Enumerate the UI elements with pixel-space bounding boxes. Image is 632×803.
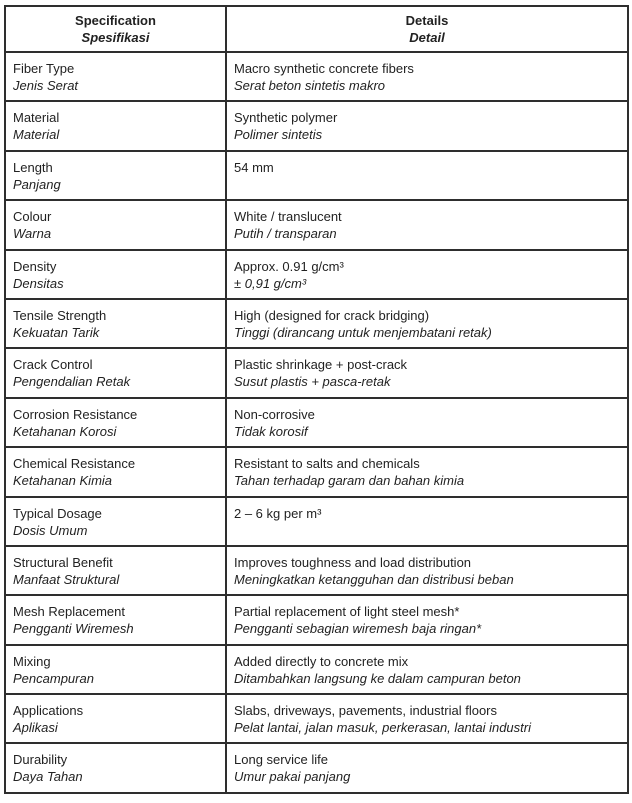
spec-label-en: Durability bbox=[13, 752, 68, 768]
detail-text-id: Pengganti sebagian wiremesh baja ringan* bbox=[234, 621, 482, 637]
detail-text-en: Plastic shrinkage + post-crack bbox=[234, 357, 408, 373]
table-row bbox=[5, 101, 628, 150]
spec-cell bbox=[5, 447, 226, 496]
spec-label-id: Warna bbox=[13, 226, 52, 242]
detail-text-id: Tinggi (dirancang untuk menjembatani retak) bbox=[234, 324, 492, 340]
detail-text-en: Non-corrosive bbox=[234, 406, 315, 422]
detail-text-en: High (designed for crack bridging) bbox=[234, 307, 430, 323]
header-details-id: Detail bbox=[409, 30, 445, 45]
spec-label-en: Length bbox=[13, 159, 53, 175]
table-row bbox=[5, 151, 628, 200]
header-specification-id: Spesifikasi bbox=[81, 30, 150, 45]
detail-cell bbox=[226, 348, 628, 397]
table-row bbox=[5, 595, 628, 644]
detail-text-id: ± 0,91 g/cm³ bbox=[234, 275, 307, 291]
detail-text-id: Meningkatkan ketangguhan dan distribusi beban bbox=[234, 571, 514, 587]
header-specification-en: Specification bbox=[75, 13, 156, 28]
spec-label-en: Fiber Type bbox=[13, 61, 75, 76]
detail-cell bbox=[226, 743, 628, 792]
spec-cell bbox=[5, 645, 226, 694]
spec-label-id: Jenis Serat bbox=[13, 78, 79, 93]
spec-label-id: Dosis Umum bbox=[13, 522, 88, 538]
table-row bbox=[5, 200, 628, 249]
detail-text-en: Slabs, driveways, pavements, industrial floors bbox=[234, 703, 498, 719]
spec-label-en: Applications bbox=[13, 703, 84, 719]
spec-cell bbox=[5, 743, 226, 792]
spec-label-en: Colour bbox=[13, 209, 52, 225]
table-row bbox=[5, 250, 628, 299]
spec-label-id: Ketahanan Kimia bbox=[13, 473, 113, 489]
detail-text-en: Partial replacement of light steel mesh* bbox=[234, 604, 460, 620]
spec-label-id: Pengganti Wiremesh bbox=[13, 621, 134, 637]
detail-text-id: Tahan terhadap garam dan bahan kimia bbox=[234, 473, 465, 489]
spec-label-en: Chemical Resistance bbox=[13, 456, 136, 472]
detail-text-id: Tidak korosif bbox=[234, 423, 308, 439]
header-row bbox=[5, 6, 628, 52]
spec-cell bbox=[5, 101, 226, 150]
table-row bbox=[5, 743, 628, 792]
spec-label-id: Material bbox=[13, 127, 60, 143]
detail-cell bbox=[226, 151, 628, 200]
spec-label-id: Densitas bbox=[13, 275, 64, 291]
detail-cell bbox=[226, 299, 628, 348]
detail-cell bbox=[226, 101, 628, 150]
detail-text-id: Susut plastis + pasca-retak bbox=[234, 374, 391, 390]
table-row bbox=[5, 52, 628, 101]
spec-label-id: Daya Tahan bbox=[13, 769, 83, 785]
spec-label-en: Typical Dosage bbox=[13, 505, 102, 521]
detail-cell bbox=[226, 398, 628, 447]
spec-cell bbox=[5, 200, 226, 249]
detail-text-en: Synthetic polymer bbox=[234, 110, 338, 126]
spec-cell bbox=[5, 299, 226, 348]
spec-label-en: Density bbox=[13, 258, 57, 274]
detail-cell bbox=[226, 447, 628, 496]
spec-cell bbox=[5, 52, 226, 101]
spec-label-en: Mesh Replacement bbox=[13, 604, 125, 620]
detail-text-en: Added directly to concrete mix bbox=[234, 653, 409, 669]
table-header bbox=[5, 6, 628, 52]
detail-text-id: Putih / transparan bbox=[234, 226, 337, 242]
spec-label-en: Corrosion Resistance bbox=[13, 406, 138, 422]
spec-cell bbox=[5, 694, 226, 743]
table-body bbox=[5, 52, 628, 793]
detail-cell bbox=[226, 694, 628, 743]
detail-text-id: Ditambahkan langsung ke dalam campuran beton bbox=[234, 670, 521, 686]
table-row bbox=[5, 348, 628, 397]
detail-cell bbox=[226, 645, 628, 694]
table-row bbox=[5, 398, 628, 447]
spec-cell bbox=[5, 398, 226, 447]
detail-text-en: 54 mm bbox=[234, 159, 274, 175]
spec-cell bbox=[5, 497, 226, 546]
table-row bbox=[5, 694, 628, 743]
spec-cell bbox=[5, 546, 226, 595]
detail-text-id: Serat beton sintetis makro bbox=[234, 78, 386, 93]
table-row bbox=[5, 645, 628, 694]
table-row bbox=[5, 299, 628, 348]
header-details-en: Details bbox=[405, 13, 449, 28]
detail-cell bbox=[226, 497, 628, 546]
specification-table bbox=[4, 5, 629, 794]
detail-text-en: Long service life bbox=[234, 752, 328, 768]
table-row bbox=[5, 546, 628, 595]
spec-label-id: Manfaat Struktural bbox=[13, 571, 120, 587]
spec-label-id: Kekuatan Tarik bbox=[13, 324, 100, 340]
spec-label-en: Mixing bbox=[13, 653, 51, 669]
detail-text-en: White / translucent bbox=[234, 209, 342, 225]
spec-label-en: Tensile Strength bbox=[13, 307, 107, 323]
spec-label-id: Panjang bbox=[13, 176, 61, 192]
spec-label-en: Crack Control bbox=[13, 357, 93, 373]
header-cell-details bbox=[226, 6, 628, 52]
table-row bbox=[5, 447, 628, 496]
detail-text-en: Approx. 0.91 g/cm³ bbox=[234, 258, 344, 274]
spec-cell bbox=[5, 151, 226, 200]
spec-cell bbox=[5, 250, 226, 299]
detail-cell bbox=[226, 200, 628, 249]
detail-text-id: Pelat lantai, jalan masuk, perkerasan, lantai industri bbox=[234, 720, 531, 736]
spec-label-id: Pencampuran bbox=[13, 670, 94, 686]
table-row bbox=[5, 497, 628, 546]
detail-cell bbox=[226, 250, 628, 299]
detail-text-en: Improves toughness and load distribution bbox=[234, 554, 472, 570]
detail-text-en: 2 – 6 kg per m³ bbox=[234, 505, 322, 521]
spec-label-id: Ketahanan Korosi bbox=[13, 423, 117, 439]
detail-text-en: Macro synthetic concrete fibers bbox=[234, 61, 414, 76]
detail-cell bbox=[226, 546, 628, 595]
spec-cell bbox=[5, 595, 226, 644]
spec-cell bbox=[5, 348, 226, 397]
spec-label-id: Aplikasi bbox=[13, 720, 58, 736]
detail-cell bbox=[226, 595, 628, 644]
spec-label-en: Material bbox=[13, 110, 60, 126]
detail-text-en: Resistant to salts and chemicals bbox=[234, 456, 420, 472]
spec-label-id: Pengendalian Retak bbox=[13, 374, 131, 390]
detail-text-id: Umur pakai panjang bbox=[234, 769, 351, 785]
detail-cell bbox=[226, 52, 628, 101]
header-cell-specification bbox=[5, 6, 226, 52]
detail-text-id: Polimer sintetis bbox=[234, 127, 323, 143]
spec-label-en: Structural Benefit bbox=[13, 554, 113, 570]
